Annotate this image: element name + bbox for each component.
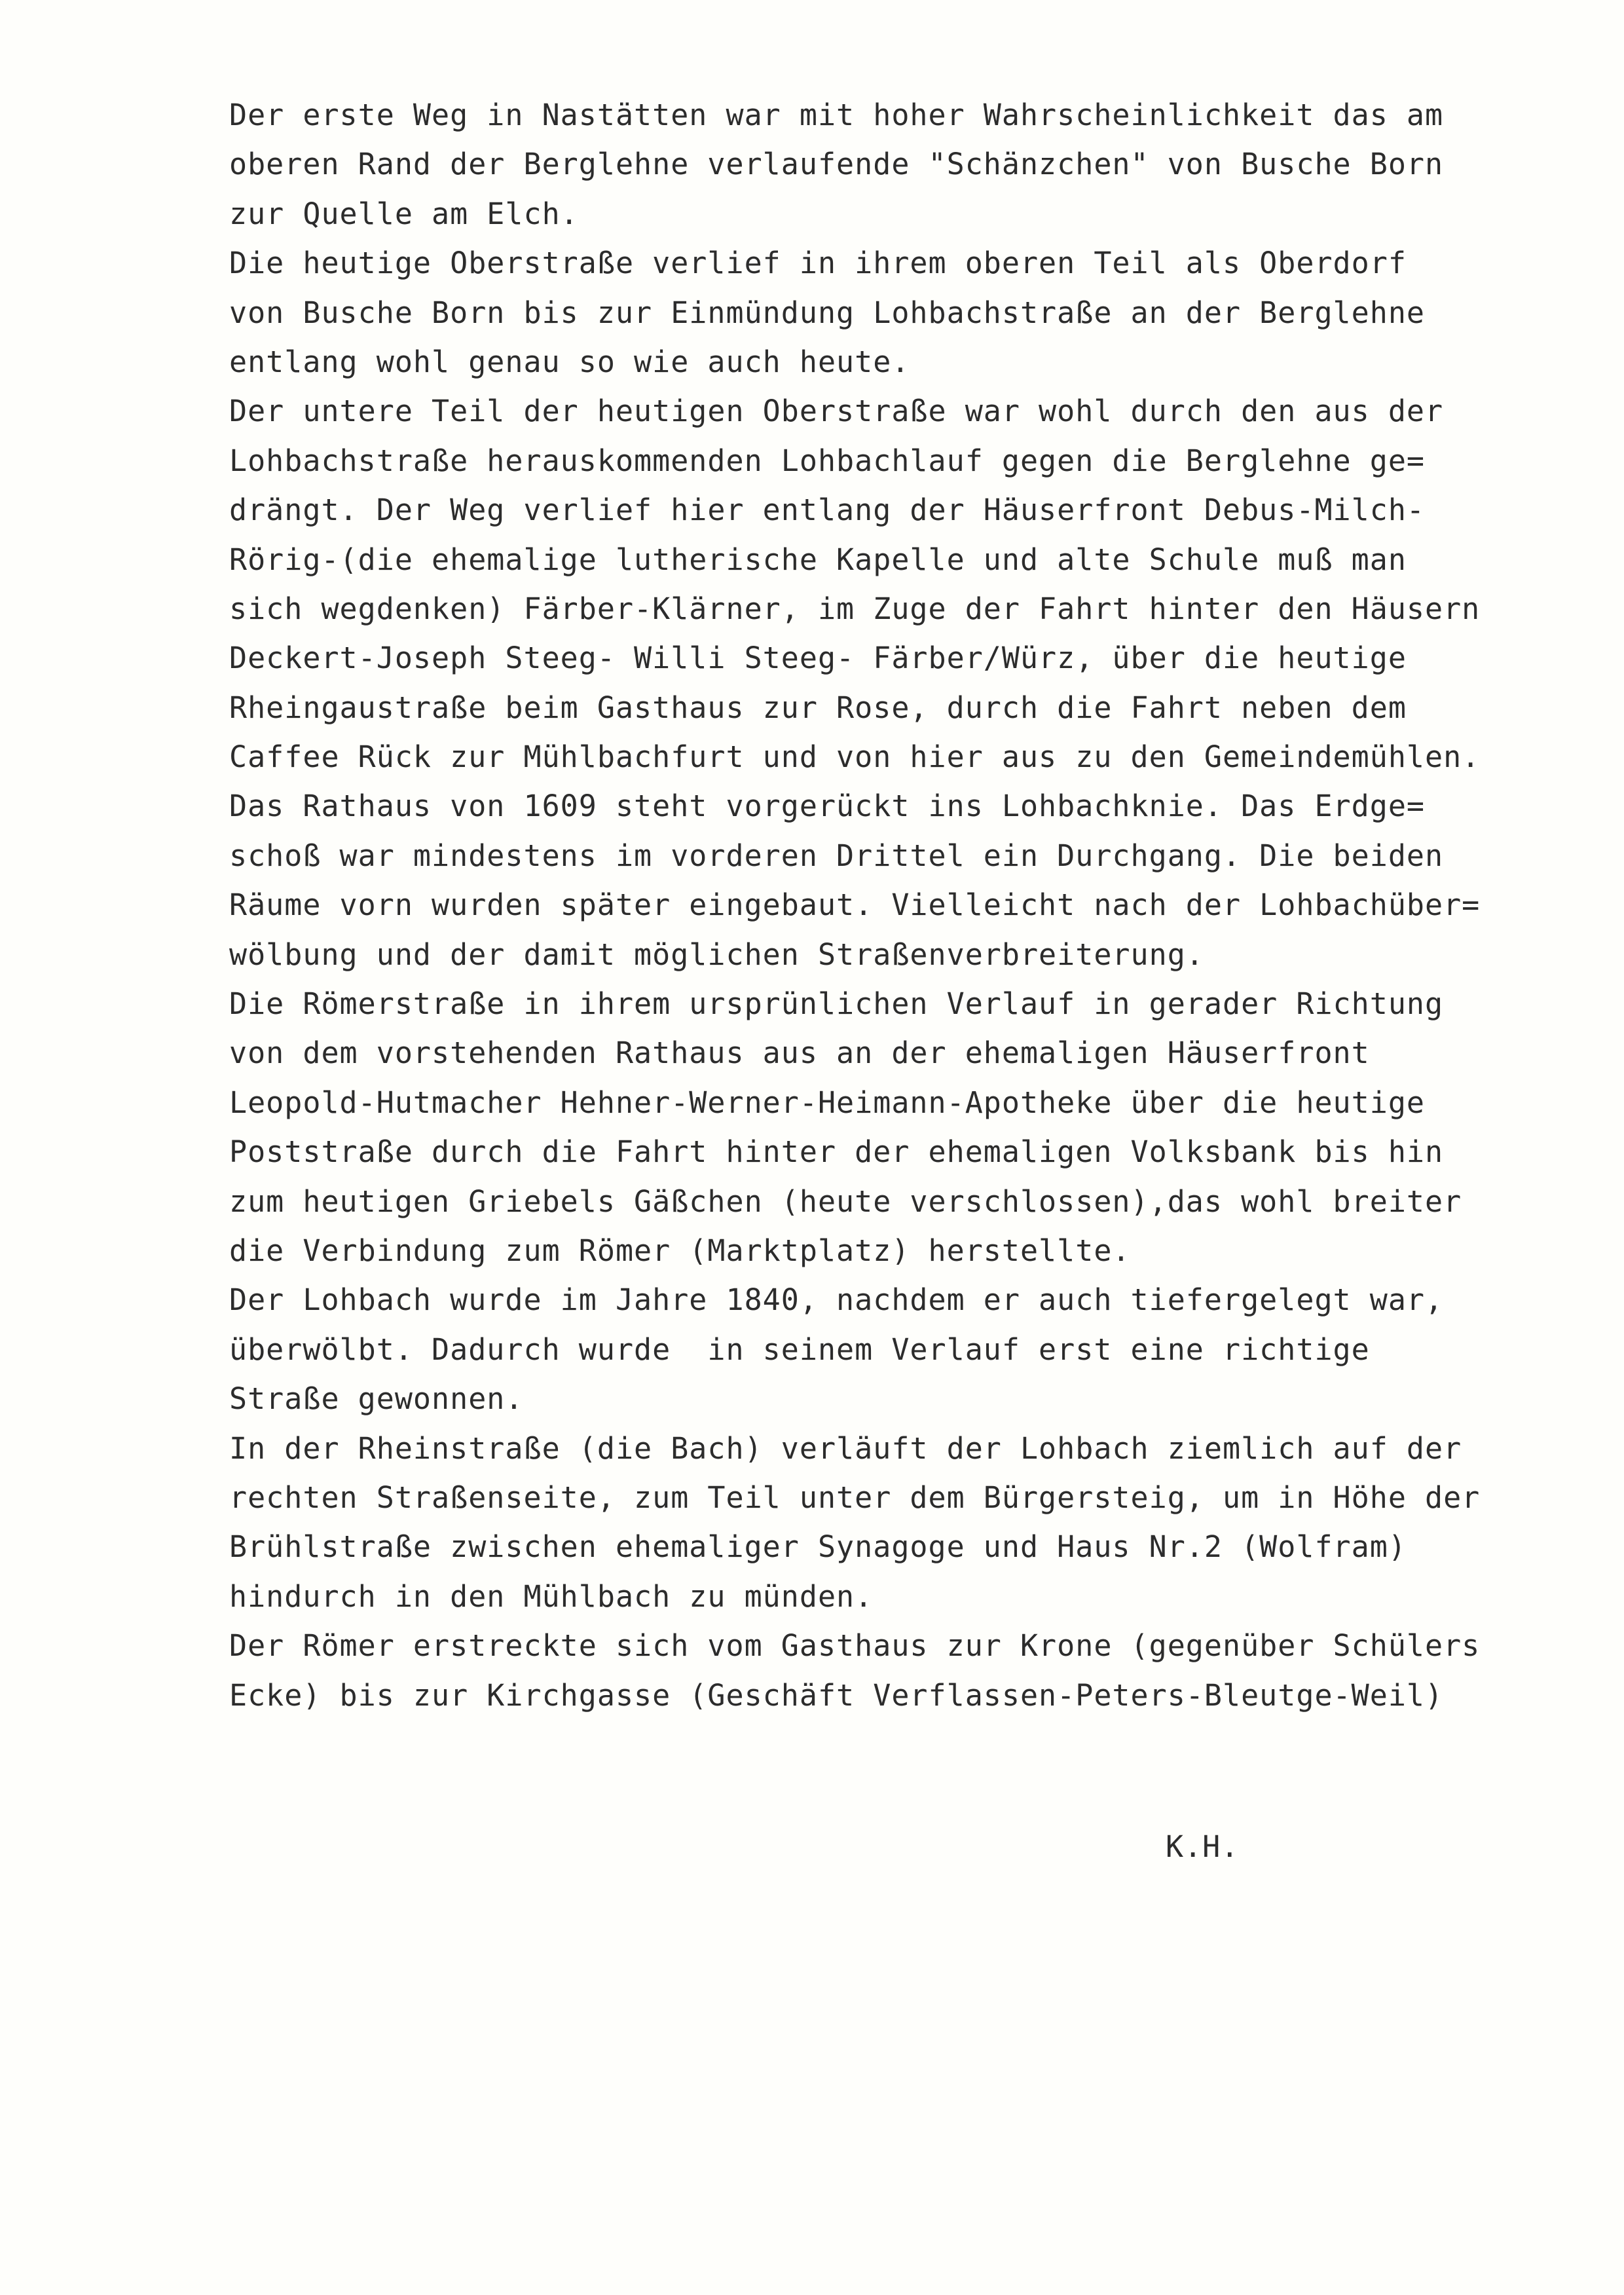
text-line-23: zum heutigen Griebels Gäßchen (heute verschlossen),das wohl breiter <box>229 1184 1462 1219</box>
text-line-12: Deckert-Joseph Steeg- Willi Steeg- Färber/Würz, über die heutige <box>229 641 1407 676</box>
text-line-7: Der untere Teil der heutigen Oberstraße war wohl durch den aus der <box>229 394 1444 429</box>
text-line-27: Straße gewonnen. <box>229 1381 524 1417</box>
text-line-6: entlang wohl genau so wie auch heute. <box>229 344 910 379</box>
text-line-25: Der Lohbach wurde im Jahre 1840, nachdem er auch tiefergelegt war, <box>229 1282 1444 1318</box>
text-line-1: Der erste Weg in Nastätten war mit hoher Wahrscheinlichkeit das am <box>229 98 1444 132</box>
text-line-21: Leopold-Hutmacher Hehner-Werner-Heimann-Apotheke über die heutige <box>229 1085 1425 1120</box>
text-line-32: Der Römer erstreckte sich vom Gasthaus zur Krone (gegenüber Schülers <box>229 1628 1481 1664</box>
body-text <box>229 90 1617 1720</box>
text-line-16: schoß war mindestens im vorderen Drittel ein Durchgang. Die beiden <box>229 838 1444 873</box>
text-line-29: rechten Straßenseite, zum Teil unter dem Bürgersteig, um in Höhe der <box>229 1480 1481 1515</box>
text-line-28: In der Rheinstraße (die Bach) verläuft der Lohbach ziemlich auf der <box>229 1430 1462 1466</box>
text-line-17: Räume vorn wurden später eingebaut. Vielleicht nach der Lohbachüber= <box>229 887 1481 923</box>
text-line-15: Das Rathaus von 1609 steht vorgerückt ins Lohbachknie. Das Erdge= <box>229 789 1425 824</box>
text-line-18: wölbung und der damit möglichen Straßenverbreiterung. <box>229 937 1204 972</box>
text-line-3: zur Quelle am Elch. <box>229 196 579 231</box>
text-line-5: von Busche Born bis zur Einmündung Lohbachstraße an der Berglehne <box>229 295 1425 330</box>
text-line-19: Die Römerstraße in ihrem ursprünlichen Verlauf in gerader Richtung <box>229 986 1444 1022</box>
text-line-20: von dem vorstehenden Rathaus aus an der ehemaligen Häuserfront <box>229 1036 1370 1071</box>
text-line-2: oberen Rand der Berglehne verlaufende "Schänzchen" von Busche Born <box>229 147 1444 182</box>
text-line-8: Lohbachstraße herauskommenden Lohbachlauf gegen die Berglehne ge= <box>229 443 1425 478</box>
text-line-13: Rheingaustraße beim Gasthaus zur Rose, durch die Fahrt neben dem <box>229 690 1407 725</box>
text-line-31: hindurch in den Mühlbach zu münden. <box>229 1578 874 1614</box>
text-line-22: Poststraße durch die Fahrt hinter der ehemaligen Volksbank bis hin <box>229 1134 1444 1170</box>
author-initials: K.H. <box>1166 1829 1240 1864</box>
text-line-33: Ecke) bis zur Kirchgasse (Geschäft Verflassen-Peters-Bleutge-Weil) <box>229 1677 1444 1713</box>
text-line-24: die Verbindung zum Römer (Marktplatz) herstellte. <box>229 1233 1131 1268</box>
text-line-10: Rörig-(die ehemalige lutherische Kapelle und alte Schule muß man <box>229 542 1407 577</box>
text-line-9: drängt. Der Weg verlief hier entlang der Häuserfront Debus-Milch- <box>229 493 1425 528</box>
text-line-4: Die heutige Oberstraße verlief in ihrem oberen Teil als Oberdorf <box>229 246 1407 281</box>
text-line-11: sich wegdenken) Färber-Klärner, im Zuge der Fahrt hinter den Häusern <box>229 591 1481 626</box>
text-line-30: Brühlstraße zwischen ehemaliger Synagoge und Haus Nr.2 (Wolfram) <box>229 1529 1407 1565</box>
text-line-26: überwölbt. Dadurch wurde in seinem Verlauf erst eine richtige <box>229 1332 1370 1367</box>
text-line-14: Caffee Rück zur Mühlbachfurt und von hier aus zu den Gemeindemühlen. <box>229 739 1481 775</box>
